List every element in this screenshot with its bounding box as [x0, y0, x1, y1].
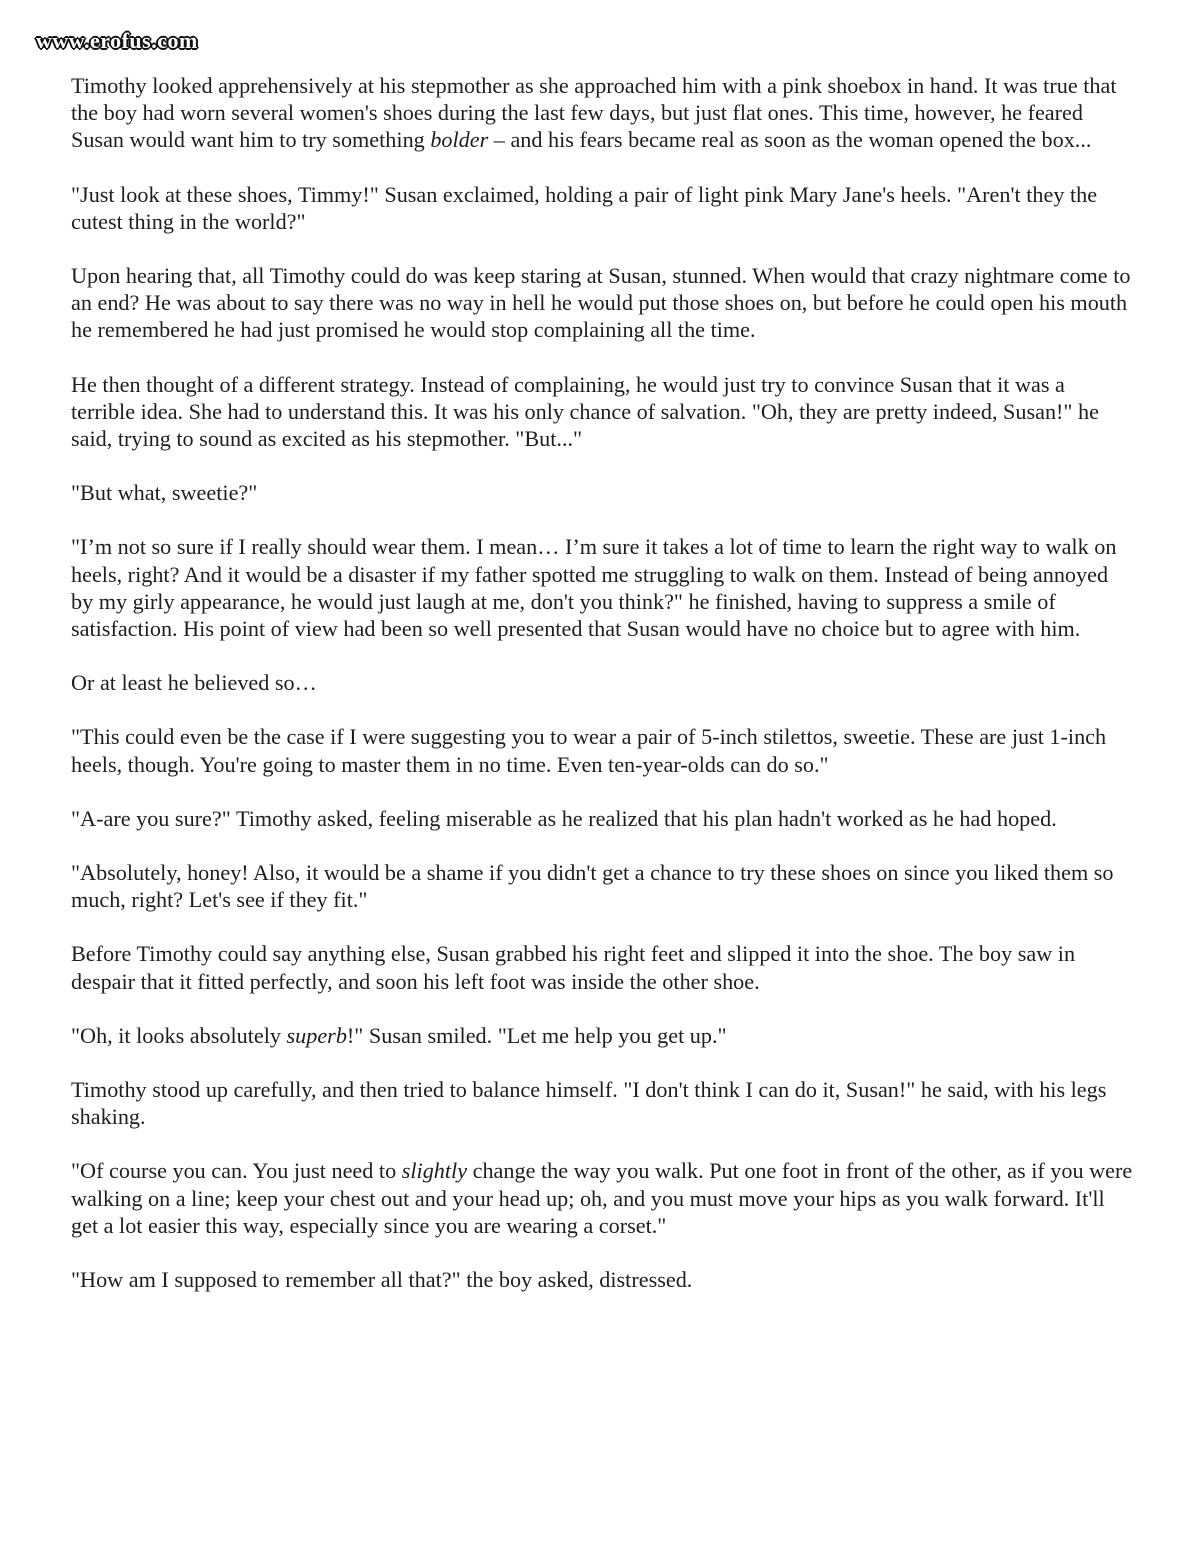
paragraph-11: Before Timothy could say anything else, Susan grabbed his right feet and slipped it into the shoe. The boy saw in despair that it fitted perfectly, and soon his left foot was inside the other shoe.: [71, 941, 1076, 994]
paragraph-12: "Oh, it looks absolutely superb!" Susan smiled. "Let me help you get up.": [71, 1022, 727, 1048]
paragraph-6: "I’m not so sure if I really should wear them. I mean… I’m sure it takes a lot of time to learn the right way to walk on heels, right? And it would be a disaster if my father spotted me struggling to walk on them. Instead of being annoyed by my girly appearance, he would just laugh at me, don't you think?" he finished, having to suppress a smile of satisfaction. His point of view had been so well presented that Susan would have no choice but to agree with him.: [71, 534, 1117, 642]
story-page: [71, 72, 1133, 1320]
paragraph-4: He then thought of a different strategy. Instead of complaining, he would just try to convince Susan that it was a terrible idea. She had to understand this. It was his only chance of salvation. "Oh, they are pretty indeed, Susan!" he said, trying to sound as excited as his stepmother. "But...": [71, 371, 1099, 452]
paragraph-7: Or at least he believed so…: [71, 670, 317, 696]
paragraph-15: "How am I supposed to remember all that?" the boy asked, distressed.: [71, 1267, 693, 1293]
paragraph-2: "Just look at these shoes, Timmy!" Susan exclaimed, holding a pair of light pink Mary Jane's heels. "Aren't they the cutest thing in the world?": [71, 181, 1098, 234]
paragraph-3: Upon hearing that, all Timothy could do was keep staring at Susan, stunned. When would that crazy nightmare come to an end? He was about to say there was no way in hell he would put those shoes on, but before he could open his mouth he remembered he had just promised he would stop complaining all the time.: [71, 263, 1131, 343]
paragraph-5: "But what, sweetie?": [71, 480, 258, 506]
paragraph-14: "Of course you can. You just need to slightly change the way you walk. Put one foot in front of the other, as if you were walking on a line; keep your chest out and your head up; oh, and you must move your hips as you walk forward. It'll get a lot easier this way, especially since you are wearing a corset.": [71, 1158, 1133, 1238]
paragraph-1: Timothy looked apprehensively at his stepmother as she approached him with a pink shoebox in hand. It was true that the boy had worn several women's shoes during the last few days, but just flat ones. This time, however, he feared Susan would want him to try something bolder – and his fears became real as soon as the woman opened the box...: [71, 73, 1117, 153]
paragraph-10: "Absolutely, honey! Also, it would be a shame if you didn't get a chance to try these shoes on since you liked them so much, right? Let's see if they fit.": [71, 860, 1114, 913]
site-watermark: www.erofus.com: [36, 28, 198, 53]
paragraph-8: "This could even be the case if I were suggesting you to wear a pair of 5-inch stilettos, sweetie. These are just 1-inch heels, though. You're going to master them in no time. Even ten-year-olds can do so.": [71, 724, 1107, 777]
paragraph-9: "A-are you sure?" Timothy asked, feeling miserable as he realized that his plan hadn't worked as he had hoped.: [71, 805, 1057, 831]
paragraph-13: Timothy stood up carefully, and then tried to balance himself. "I don't think I can do it, Susan!" he said, with his legs shaking.: [71, 1077, 1107, 1130]
